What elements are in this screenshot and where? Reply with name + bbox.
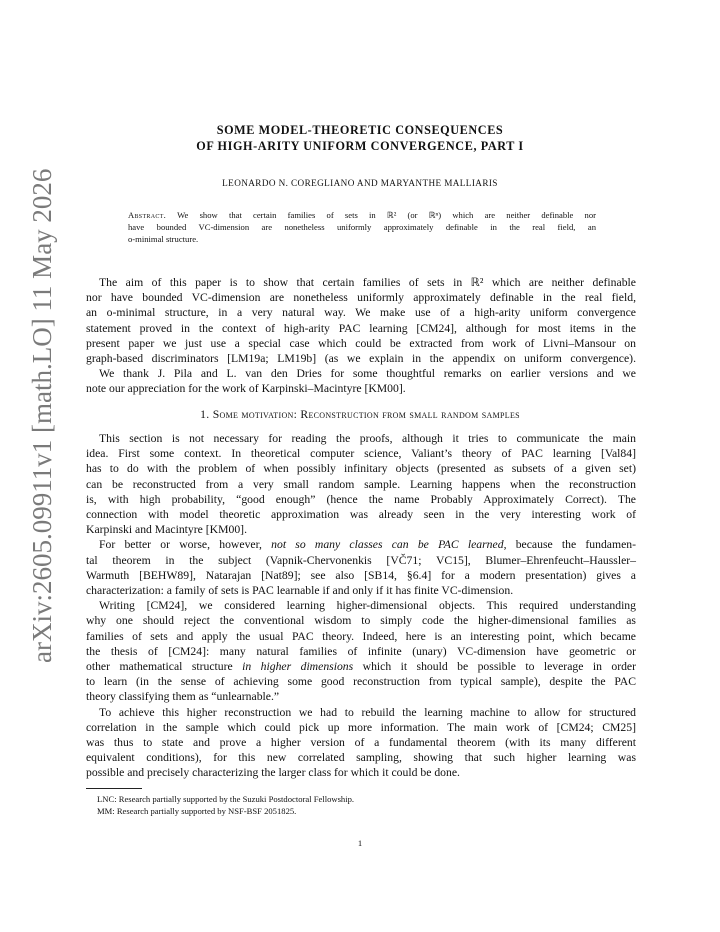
title-line-1: SOME MODEL-THEORETIC CONSEQUENCES xyxy=(216,123,504,137)
section-line: why one should reject the conventional wisdom to simply code the higher-dimensional families as xyxy=(86,614,636,628)
introduction xyxy=(86,275,636,397)
section-1-body xyxy=(86,431,636,781)
intro-line: nor have bounded VC-dimension are nonetheless uniformly approximately definable in the real field, xyxy=(86,291,636,305)
emphasis-text: For better or worse, however, not so many classes can be PAC learned, because the fundamen- xyxy=(99,538,637,552)
section-line: theory classifying them as “unlearnable.” xyxy=(86,690,280,704)
section-line: Writing [CM24], we considered learning higher-dimensional objects. This required understanding xyxy=(99,599,636,613)
footnote-mm: MM: Research partially supported by NSF-BSF 2051825. xyxy=(97,806,297,816)
section-line: Karpinski and Macintyre [KM00]. xyxy=(86,523,247,537)
section-line: This section is not necessary for reading the proofs, although it tries to communicate the main xyxy=(99,432,636,445)
paper-title xyxy=(0,122,720,154)
section-line: possible and precisely characterizing the larger class for which it could be done. xyxy=(86,766,460,780)
intro-line: We thank J. Pila and L. van den Dries for some thoughtful remarks on earlier versions and we xyxy=(99,367,636,381)
section-line: is, with high probability, “good enough” (hence the name Probably Approximately Correct). The xyxy=(86,492,636,506)
section-line: connection with model theoretic approximation was already seen in the very interesting work of xyxy=(86,508,636,522)
title-line-2: OF HIGH-ARITY UNIFORM CONVERGENCE, PART I xyxy=(196,139,524,153)
page-number: 1 xyxy=(357,838,363,848)
section-line: families of sets and apply the usual PAC theory. Indeed, here is an interesting point, which became xyxy=(86,629,636,643)
section-line: has to do with the problem of when possibly infinitary objects (presented as subsets of a given set) xyxy=(86,462,636,476)
section-line: can be reconstructed from a very small random sample. Learning happens when the reconstruction xyxy=(86,477,636,491)
footnotes xyxy=(97,793,354,817)
intro-line: graph-based discriminators [LM19a; LM19b] (as we explain in the appendix on uniform convergence). xyxy=(86,352,636,366)
intro-line: statement proved in the context of high-arity PAC learning [CM24], although for most items in the xyxy=(86,321,636,335)
section-line: the thesis of [CM24]: many natural families of infinite (unary) VC-dimension have geometric or xyxy=(86,644,636,658)
section-line xyxy=(86,537,636,552)
abstract-line-2: have bounded VC-dimension are nonetheless uniformly approximately definable in the real field, an xyxy=(128,222,596,232)
abstract-label: Abstract. xyxy=(128,210,167,220)
section-line: was thus to state and prove a higher version of a fundamental theorem (with its many different xyxy=(86,736,636,750)
section-line: other mathematical structure in higher dimensions which it should be possible to leverage in order xyxy=(86,660,637,674)
section-line: characterization: a family of sets is PAC learnable if and only if it has finite VC-dimension. xyxy=(86,584,514,598)
intro-line: The aim of this paper is to show that certain families of sets in ℝ² which are neither definable xyxy=(99,276,636,289)
footnote-lnc: LNC: Research partially supported by the Suzuki Postdoctoral Fellowship. xyxy=(97,794,355,804)
abstract xyxy=(128,209,596,245)
section-line: To achieve this higher reconstruction we had to rebuild the learning machine to allow for structured xyxy=(99,705,636,719)
section-line: tal theorem in the subject (Vapnik-Chervonenkis [VČ71; VC15], Blumer–Ehrenfeucht–Haussler– xyxy=(86,553,636,567)
section-line: correlation in the sample which could pick up more information. The main work of [CM24; CM25] xyxy=(86,720,636,734)
intro-line: an o-minimal structure, in a very natural way. We make use of a high-arity uniform convergence xyxy=(86,306,636,320)
abstract-line-3: o-minimal structure. xyxy=(128,234,199,244)
section-line: to learn (in the sense of achieving some good reconstruction from typical sample), despite the PAC xyxy=(86,675,636,689)
paper-authors: LEONARDO N. COREGLIANO AND MARYANTHE MALLIARIS xyxy=(222,178,498,188)
section-heading: 1. Some motivation: Reconstruction from small random samples xyxy=(200,408,520,421)
section-line: equivalent conditions), for this new correlated sampling, showing that such higher learning was xyxy=(86,751,636,765)
footnote-rule xyxy=(86,788,142,789)
intro-line: note our appreciation for the work of Karpinski–Macintyre [KM00]. xyxy=(86,382,406,396)
section-line: Warmuth [BEHW89], Natarajan [Nat89]; see also [SB14, §6.4] for a modern presentation) gives a xyxy=(86,568,636,582)
arxiv-identifier-sidebar: arXiv:2605.09911v1 [math.LO] 11 May 2026 xyxy=(27,168,57,663)
intro-line: present paper we just use a special case which could be extracted from work of Livni–Mansour on xyxy=(86,336,636,350)
abstract-line-1 xyxy=(128,209,596,221)
section-line: idea. First some context. In theoretical computer science, Valiant’s theory of PAC learning [Val84] xyxy=(86,447,636,461)
abstract-text-1: We show that certain families of sets in ℝ² (or ℝⁿ) which are neither definable nor xyxy=(177,210,596,220)
